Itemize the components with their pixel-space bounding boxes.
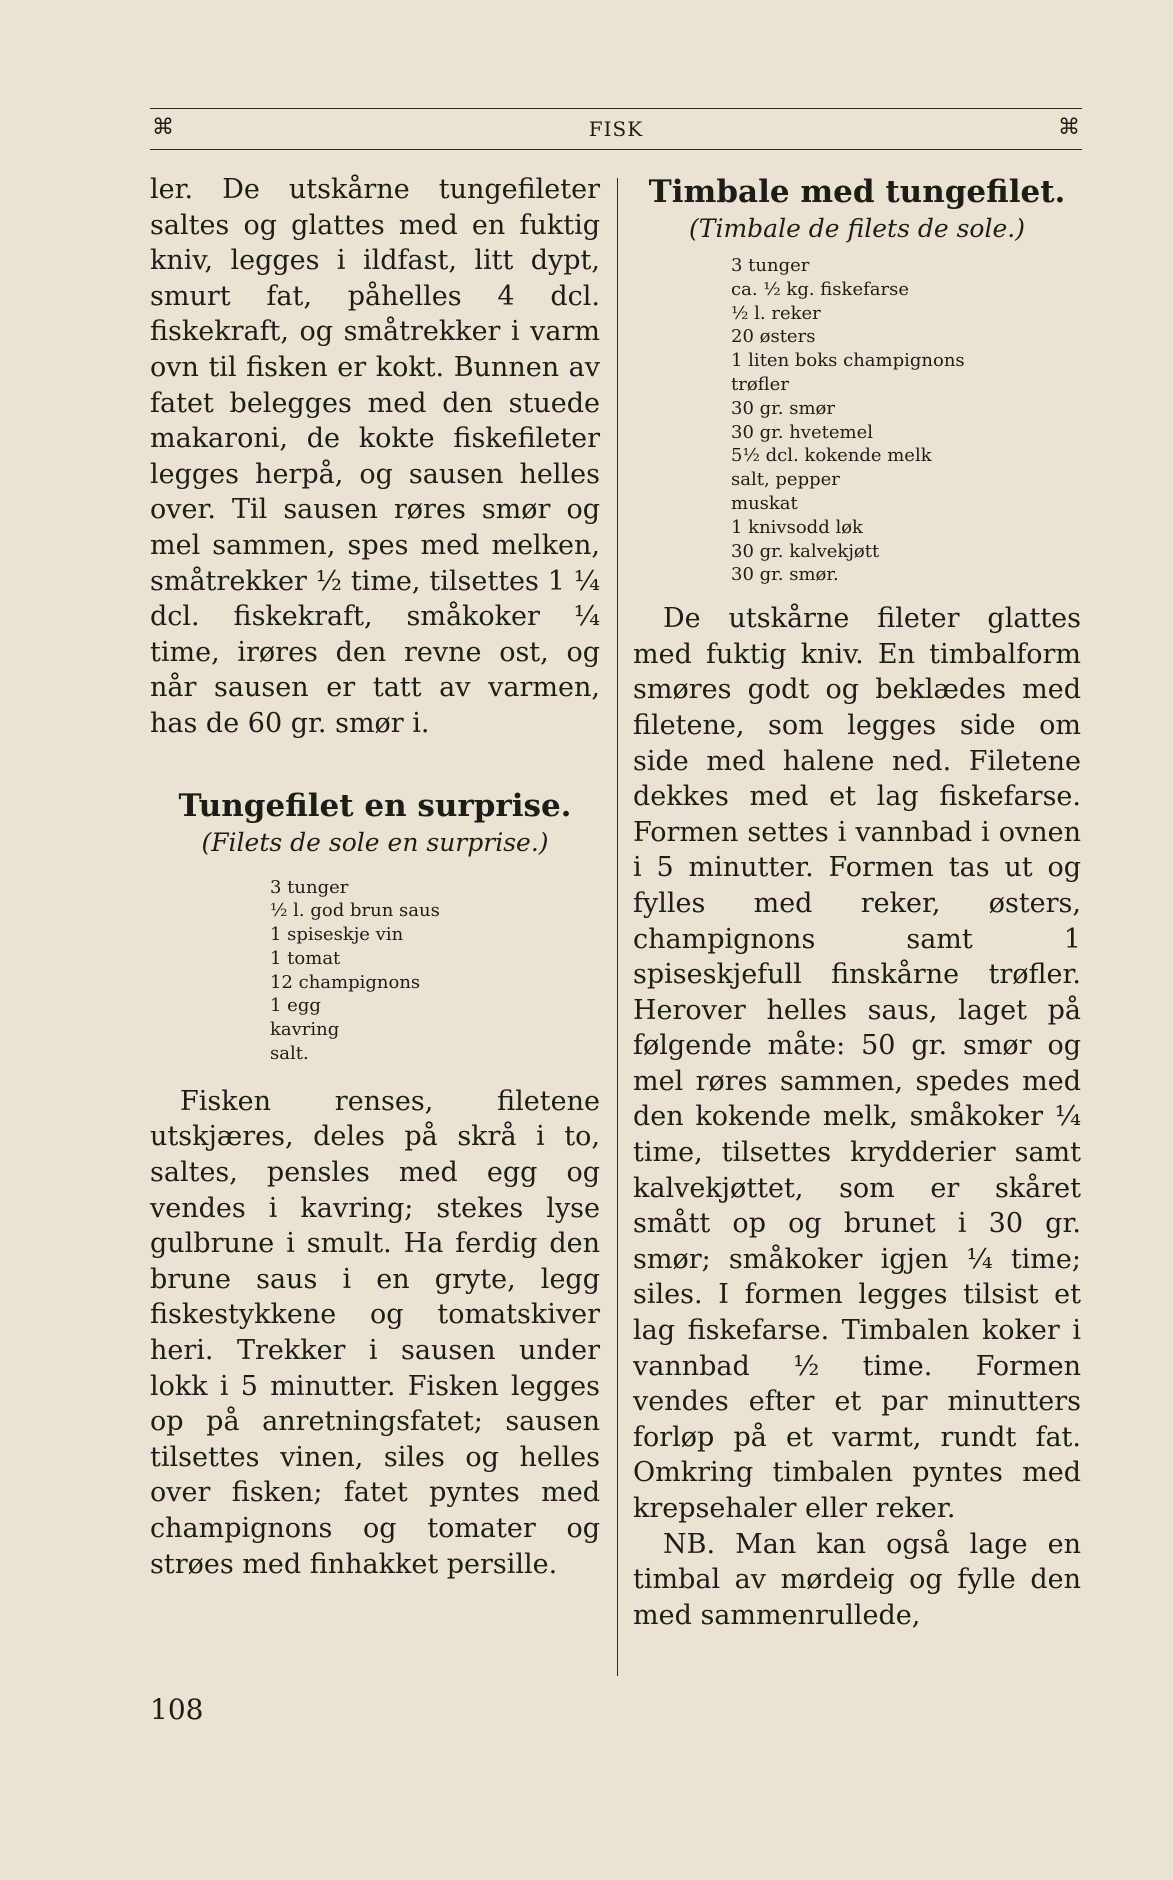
continuation-paragraph: ler. De utskårne tungefileter saltes og glattes med en fuktig kniv, legges i ildfast, litt dypt, smurt fat, påhelles 4 dcl. fiskekraft, og småtrekker i varm ovn til fisken er kokt. Bunnen av fatet belegges med den stuede makaroni, de kokte fiskefileter legges herpå, og sausen helles over. Til sausen røres smør og mel sammen, spes med melken, småtrekker ½ time, tilsettes 1 ¼ dcl. fiskekraft, småkoker ¼ time, irøres den revne ost, og når sausen er tatt av varmen, has de 60 gr. smør i. [150,174,600,739]
recipe-title-timbale: Timbale med tungefilet. [648,174,1066,210]
ingredient-item: 12 champignons [270,971,421,993]
note-paragraph-timbale: NB. Man kan også lage en timbal av mørdeig og fylle den med sammenrullede, [633,1528,1081,1631]
ingredient-item: 20 østers [731,326,816,348]
ingredient-item: 30 gr. kalvekjøtt [731,540,880,562]
ingredient-list-timbale [731,254,1081,587]
ingredient-item: 1 knivsodd løk [731,516,863,538]
ingredient-item: 1 spiseskje vin [270,924,404,946]
recipe-title-tungefilet-surprise: Tungefilet en surprise. [178,787,572,824]
ingredient-item: 1 tomat [270,947,341,969]
ingredient-item: 1 egg [270,995,321,1017]
ornament-right-icon: ⌘ [1058,115,1080,140]
ingredient-item: salt. [270,1043,309,1065]
ingredient-item: 5½ dcl. kokende melk [731,445,932,467]
ingredient-item: 3 tunger [270,876,349,898]
ingredient-item: ½ l. god brun saus [270,900,440,922]
method-paragraph-timbale: De utskårne fileter glattes med fuktig kniv. En timbalform smøres godt og beklædes med filetene, som legges side om side med halene ned. Filetene dekkes med et lag fiskefarse. Formen settes i vannbad i ovnen i 5 minutter. Formen tas ut og fylles med reker, østers, champignons samt 1 spiseskjefull finskårne trøfler. Herover helles saus, laget på følgende måte: 50 gr. smør og mel røres sammen, spedes med den kokende melk, småkoker ¼ time, tilsettes krydderier samt kalvekjøttet, som er skåret smått op og brunet i 30 gr. smør; småkoker igjen ¼ time; siles. I formen legges tilsist et lag fiskefarse. Timbalen koker i vannbad ½ time. Formen vendes efter et par minutters forløp på et varmt, rundt fat. Omkring timbalen pyntes med krepsehaler eller reker. [633,603,1081,1524]
page-number: 108 [150,1693,204,1726]
ingredient-item: trøfler [731,373,789,395]
ingredient-item: ½ l. reker [731,302,821,324]
method-paragraph-tungefilet-surprise: Fisken renses, filetene utskjæres, deles på skrå i to, saltes, pensles med egg og vendes i kavring; stekes lyse gulbrune i smult. Ha ferdig den brune saus i en gryte, legg fiskestykkene og tomatskiver heri. Trekker i sausen under lokk i 5 minutter. Fisken legges op på anretningsfatet; sausen tilsettes vinen, siles og helles over fisken; fatet pyntes med champignons og tomater og strøes med finhakket persille. [150,1085,600,1580]
recipe-subtitle-tungefilet-surprise: (Filets de sole en surprise.) [201,827,549,857]
ingredient-item: ca. ½ kg. fiskefarse [731,278,909,300]
ingredient-item: 30 gr. smør. [731,564,839,586]
ingredient-item: muskat [731,492,798,514]
header-title: FISK [588,117,644,141]
ingredient-item: 1 liten boks champignons [731,350,965,372]
ingredient-item: 30 gr. smør [731,397,835,419]
left-column [150,172,600,1582]
ingredient-item: 3 tunger [731,255,810,276]
running-header [150,108,1082,150]
ingredient-item: 30 gr. hvetemel [731,421,873,443]
recipe-subtitle-timbale: (Timbale de filets de sole.) [689,214,1025,243]
ingredient-item: kavring [270,1019,340,1041]
ingredient-item: salt, pepper [731,469,840,491]
right-column [633,172,1081,1633]
ornament-left-icon: ⌘ [152,115,174,140]
ingredient-list-tungefilet-surprise [270,876,600,1066]
column-divider [617,178,618,1676]
